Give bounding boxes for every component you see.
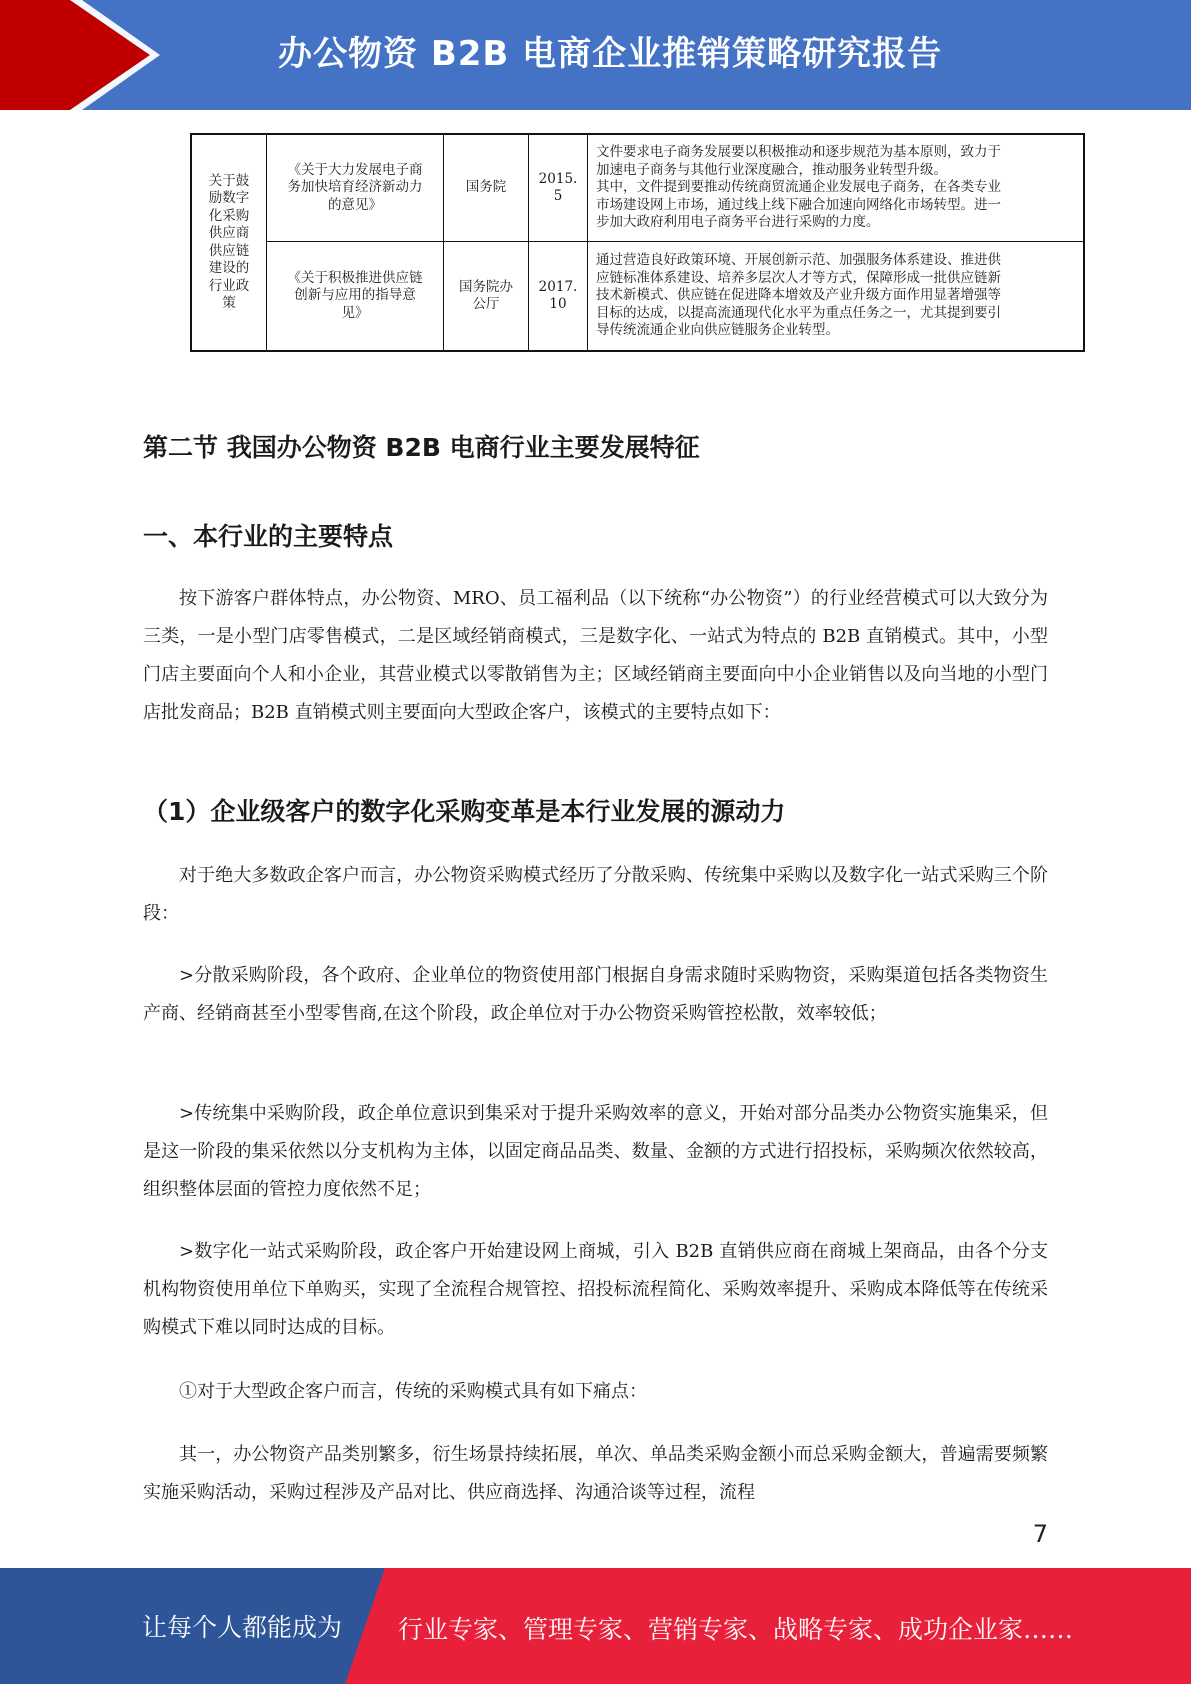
policy-title-line: 见》	[341, 304, 369, 321]
policy-org-cell	[444, 242, 529, 352]
policy-desc-line: 导传统流通企业向供应链服务企业转型。	[596, 322, 839, 339]
paragraph: >分散采购阶段，各个政府、企业单位的物资使用部门根据自身需求随时采购物资，采购渠道包括各类物资生产商、经销商甚至小型零售商,在这个阶段，政企单位对于办公物资采购管控松散，效率较低；	[143, 965, 1048, 1024]
category-line: 供应商	[208, 225, 250, 241]
policy-desc-line: 市场建设网上市场，通过线上线下融合加速向网络化市场转型。进一	[596, 196, 1001, 213]
table-row	[191, 134, 1084, 242]
header-title: 办公物资 B2B 电商企业推销策略研究报告	[278, 34, 943, 74]
policy-table	[190, 133, 1085, 352]
policy-desc-line: 加速电子商务与其他行业深度融合，推动服务业转型升级。	[596, 161, 947, 178]
policy-year-line: 2015.	[538, 170, 578, 187]
subsection-title: 一、本行业的主要特点	[143, 522, 394, 551]
category-line: 化采购	[208, 207, 250, 224]
policy-title-line: 《关于积极推进供应链	[287, 269, 423, 286]
policy-desc-line: 应链标准体系建设、培养多层次人才等方式，保障形成一批供应链新	[596, 269, 1001, 286]
policy-title-line: 创新与应用的指导意	[294, 287, 416, 304]
page-number: 7	[1032, 1520, 1048, 1548]
category-line: 建设的	[208, 260, 250, 276]
policy-year-line: 5	[553, 188, 563, 204]
paragraph: ①对于大型政企客户而言，传统的采购模式具有如下痛点：	[179, 1381, 647, 1402]
policy-year-cell	[529, 242, 588, 352]
policy-org-line: 公厅	[472, 296, 500, 312]
policy-title-line: 务加快培育经济新动力	[287, 179, 423, 196]
policy-desc-cell	[588, 134, 1085, 242]
policy-title-cell	[267, 134, 444, 242]
policy-org-line: 国务院办	[459, 278, 513, 295]
table-row	[191, 242, 1084, 352]
paragraph: 按下游客户群体特点，办公物资、MRO、员工福利品（以下统称“办公物资”）的行业经营模式可以大致分为三类，一是小型门店零售模式，二是区域经销商模式，三是数字化、一站式为特点的 B2B 直销模式。其中，小型门店主要面向个人和小企业，其营业模式以零散销售为主；区域经销商主要面向中小企业销售以及向当地的小型门店批发商品；B2B 直销模式则主要面向大型政企客户，该模式的主要特点如下：	[143, 588, 1048, 723]
policy-year-line: 10	[549, 296, 567, 312]
footer-right-text: 行业专家、管理专家、营销专家、战略专家、成功企业家……	[398, 1615, 1074, 1644]
policy-desc-line: 技术新模式、供应链在促进降本增效及产业升级方面作用显著增强等	[596, 287, 1001, 304]
policy-title-line: 的意见》	[328, 196, 382, 213]
policy-desc-line: 步加大政府利用电子商务平台进行采购的力度。	[596, 214, 880, 231]
policy-year-cell	[529, 134, 588, 242]
policy-category-cell	[191, 134, 267, 351]
category-line: 供应链	[208, 242, 250, 259]
paragraph: >数字化一站式采购阶段，政企客户开始建设网上商城，引入 B2B 直销供应商在商城上架商品，由各个分支机构物资使用单位下单购买，实现了全流程合规管控、招投标流程简化、采购效率提升、采购成本降低等在传统采购模式下难以同时达成的目标。	[143, 1241, 1048, 1338]
paragraph: 对于绝大多数政企客户而言，办公物资采购模式经历了分散采购、传统集中采购以及数字化一站式采购三个阶段：	[143, 865, 1048, 924]
policy-desc-cell	[588, 242, 1085, 352]
category-line: 关于鼓	[208, 172, 250, 189]
policy-desc-line: 目标的达成，以提高流通现代化水平为重点任务之一，尤其提到要引	[596, 304, 1001, 321]
policy-title-line: 《关于大力发展电子商	[287, 161, 423, 178]
policy-year-line: 2017.	[538, 278, 578, 295]
policy-desc-line: 其中，文件提到要推动传统商贸流通企业发展电子商务，在各类专业	[596, 179, 1001, 196]
section-title: 第二节 我国办公物资 B2B 电商行业主要发展特征	[143, 433, 700, 462]
category-line: 策	[222, 295, 236, 311]
footer-left-text: 让每个人都能成为	[142, 1613, 343, 1642]
policy-org-line: 国务院	[465, 179, 507, 196]
category-line: 励数字	[208, 190, 250, 206]
page-header	[0, 0, 1191, 110]
policy-org-cell	[444, 134, 529, 242]
policy-desc-line: 文件要求电子商务发展要以积极推动和逐步规范为基本原则，致力于	[596, 144, 1001, 161]
category-line: 行业政	[208, 277, 250, 294]
sub-point-title: （1）企业级客户的数字化采购变革是本行业发展的源动力	[143, 797, 786, 826]
policy-desc-line: 通过营造良好政策环境、开展创新示范、加强服务体系建设、推进供	[596, 252, 1001, 269]
header-arrow-icon	[0, 0, 160, 110]
paragraph: 其一，办公物资产品类别繁多，衍生场景持续拓展，单次、单品类采购金额小而总采购金额大，普遍需要频繁实施采购活动，采购过程涉及产品对比、供应商选择、沟通洽谈等过程，流程	[143, 1444, 1048, 1503]
paragraph: >传统集中采购阶段，政企单位意识到集采对于提升采购效率的意义，开始对部分品类办公物资实施集采，但是这一阶段的集采依然以分支机构为主体，以固定商品品类、数量、金额的方式进行招投标，采购频次依然较高，组织整体层面的管控力度依然不足；	[143, 1103, 1048, 1200]
policy-title-cell	[267, 242, 444, 352]
page-footer	[0, 1568, 1191, 1684]
